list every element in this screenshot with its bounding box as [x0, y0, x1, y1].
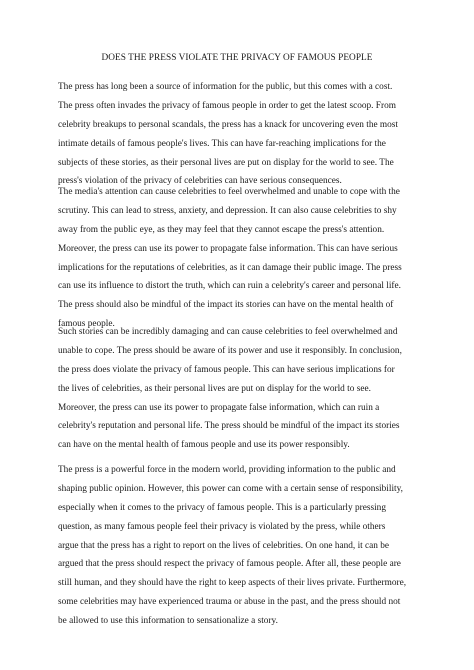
text-line: question, as many famous people feel their privacy is violated by the press, while others: [58, 521, 386, 532]
text-line: The media's attention can cause celebrities to feel overwhelmed and unable to cope with the: [58, 187, 400, 197]
paragraph-2: [58, 183, 420, 334]
text-line: Such stories can be incredibly damaging and can cause celebrities to feel overwhelmed and: [58, 327, 398, 337]
text-line: The press should also be mindful of the impact its stories can have on the mental health of: [58, 300, 394, 311]
paragraph-3: [58, 323, 420, 455]
text-line: especially when it comes to the privacy of famous people. This is a particularly pressing: [58, 502, 386, 513]
text-line: intimate details of famous people's lives. This can have far-reaching implications for the: [58, 138, 386, 149]
text-line: the lives of celebrities, as their personal lives are put on display for the world to see.: [58, 383, 371, 394]
text-line: shaping public opinion. However, this power can come with a certain sense of responsibility,: [58, 483, 403, 494]
text-line: argue that the press has a right to report on the lives of celebrities. On one hand, it can be: [58, 540, 390, 551]
text-line: the press does violate the privacy of famous people. This can have serious implications for: [58, 364, 395, 375]
text-line: famous people.: [58, 319, 115, 330]
text-line: celebrity breakups to personal scandals, the press has a knack for uncovering even the most: [58, 119, 398, 130]
text-line: away from the public eye, as they may feel that they cannot escape the press's attention.: [58, 224, 385, 235]
text-line: can use its influence to distort the truth, which can ruin a celebrity's career and personal life.: [58, 281, 401, 292]
text-line: Moreover, the press can use its power to propagate false information. This can have serious: [58, 243, 398, 254]
text-line: The press is a powerful force in the modern world, providing information to the public and: [58, 465, 396, 475]
text-line: be allowed to use this information to sensationalize a story.: [58, 616, 278, 627]
text-line: implications for the reputations of celebrities, as it can damage their public image. The press: [58, 262, 402, 273]
text-line: press's violation of the privacy of celebrities can have serious consequences.: [58, 176, 342, 187]
text-line: The press has long been a source of information for the public, but this comes with a cost.: [58, 82, 393, 92]
text-line: argued that the press should respect the privacy of famous people. After all, these people are: [58, 559, 401, 570]
text-line: can have on the mental health of famous people and use its power responsibly.: [58, 440, 350, 451]
text-line: some celebrities may have experienced trauma or abuse in the past, and the press should not: [58, 597, 401, 608]
text-line: celebrity's reputation and personal life. The press should be mindful of the impact its stories: [58, 421, 400, 432]
text-line: subjects of these stories, as their personal lives are put on display for the world to see. The: [58, 157, 394, 168]
paragraph-4: [58, 461, 420, 631]
text-line: The press often invades the privacy of famous people in order to get the latest scoop. From: [58, 100, 396, 111]
paragraph-1: [58, 78, 420, 191]
document-title: DOES THE PRESS VIOLATE THE PRIVACY OF FAMOUS PEOPLE: [101, 53, 373, 63]
text-line: Moreover, the press can use its power to propagate false information, which can ruin a: [58, 402, 380, 413]
text-line: still human, and they should have the right to keep aspects of their lives private. Furthermore,: [58, 578, 407, 589]
text-line: scrutiny. This can lead to stress, anxiety, and depression. It can also cause celebrities to shy: [58, 205, 397, 216]
text-line: unable to cope. The press should be aware of its power and use it responsibly. In conclusion,: [58, 345, 402, 356]
